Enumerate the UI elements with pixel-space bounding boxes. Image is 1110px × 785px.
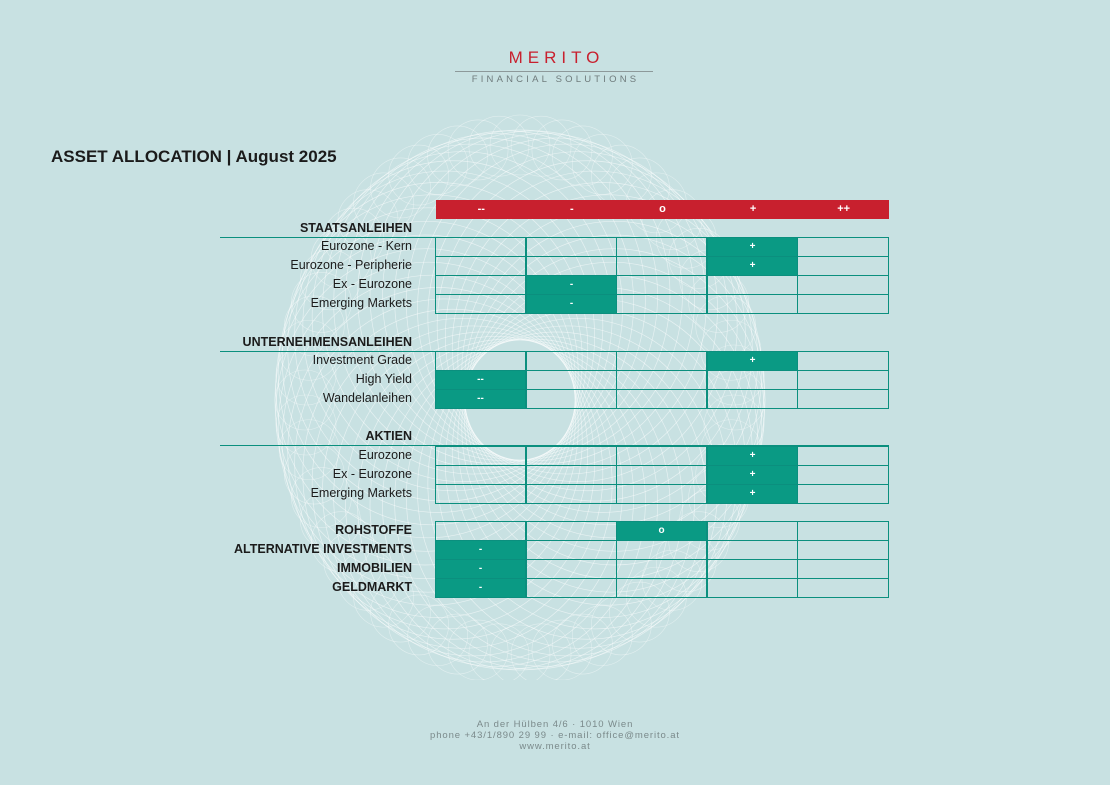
empty-cell — [435, 446, 526, 466]
rating-cell: -- — [435, 370, 526, 390]
rating-cell: + — [707, 465, 798, 485]
empty-cell — [797, 540, 889, 560]
row-label: Ex - Eurozone — [332, 277, 412, 291]
scale-strong-overweight: ++ — [837, 203, 851, 215]
table-row — [220, 540, 889, 559]
rating-cell: - — [526, 294, 617, 314]
empty-cell — [526, 540, 617, 560]
empty-cell — [526, 446, 617, 466]
section-header-staatsanleihen — [220, 218, 889, 238]
table-row — [220, 559, 889, 578]
section-title: STAATSANLEIHEN — [299, 221, 412, 235]
empty-cell — [797, 294, 889, 314]
empty-cell — [707, 540, 798, 560]
table-row — [220, 275, 889, 294]
empty-cell — [616, 275, 707, 295]
empty-cell — [616, 294, 707, 314]
rating-cell: - — [526, 275, 617, 295]
table-row — [220, 465, 889, 484]
footer — [355, 719, 755, 752]
rating-cell: - — [435, 559, 526, 579]
footer-web: www.merito.at — [519, 741, 591, 752]
rating-scale-header — [436, 200, 889, 219]
empty-cell — [435, 237, 526, 257]
empty-cell — [616, 484, 707, 504]
empty-cell — [707, 559, 798, 579]
rating-cell: o — [616, 521, 707, 541]
section-header-unternehmensanleihen — [220, 332, 889, 352]
empty-cell — [616, 256, 707, 276]
brand-divider — [455, 71, 653, 72]
section-header-aktien — [220, 426, 889, 446]
empty-cell — [526, 521, 617, 541]
empty-cell — [526, 559, 617, 579]
rating-cell: - — [435, 540, 526, 560]
section-title: AKTIEN — [365, 429, 412, 443]
table-row — [220, 446, 889, 465]
empty-cell — [616, 370, 707, 390]
empty-cell — [616, 446, 707, 466]
empty-cell — [797, 559, 889, 579]
row-label: Emerging Markets — [310, 296, 412, 310]
empty-cell — [797, 484, 889, 504]
row-label: Eurozone — [358, 448, 412, 462]
row-label: ROHSTOFFE — [335, 523, 412, 537]
empty-cell — [797, 446, 889, 466]
empty-cell — [435, 484, 526, 504]
empty-cell — [435, 521, 526, 541]
empty-cell — [707, 389, 798, 409]
table-row — [220, 370, 889, 389]
empty-cell — [797, 237, 889, 257]
section-title: UNTERNEHMENSANLEIHEN — [242, 335, 412, 349]
empty-cell — [797, 351, 889, 371]
row-label: Wandelanleihen — [322, 391, 412, 405]
empty-cell — [616, 237, 707, 257]
row-label: Investment Grade — [312, 353, 412, 367]
rating-cell: + — [707, 256, 798, 276]
empty-cell — [707, 578, 798, 598]
table-row — [220, 256, 889, 275]
empty-cell — [797, 370, 889, 390]
empty-cell — [616, 389, 707, 409]
empty-cell — [526, 256, 617, 276]
empty-cell — [616, 540, 707, 560]
row-label: Ex - Eurozone — [332, 467, 412, 481]
empty-cell — [707, 370, 798, 390]
empty-cell — [435, 465, 526, 485]
table-row — [220, 578, 889, 597]
empty-cell — [797, 578, 889, 598]
empty-cell — [616, 578, 707, 598]
empty-cell — [797, 465, 889, 485]
empty-cell — [526, 578, 617, 598]
row-label: High Yield — [355, 372, 412, 386]
footer-contact: phone +43/1/890 29 99 · e-mail: office@merito.at — [430, 730, 680, 741]
table-row — [220, 294, 889, 313]
empty-cell — [435, 256, 526, 276]
footer-address: An der Hülben 4/6 · 1010 Wien — [476, 719, 634, 730]
empty-cell — [616, 465, 707, 485]
rating-cell: + — [707, 351, 798, 371]
empty-cell — [797, 275, 889, 295]
brand-name: MERITO — [508, 48, 605, 67]
empty-cell — [797, 521, 889, 541]
empty-cell — [616, 559, 707, 579]
scale-neutral: o — [659, 203, 666, 215]
empty-cell — [616, 351, 707, 371]
rating-cell: -- — [435, 389, 526, 409]
empty-cell — [707, 294, 798, 314]
row-label: Emerging Markets — [310, 486, 412, 500]
rating-cell: + — [707, 484, 798, 504]
page-title: ASSET ALLOCATION | August 2025 — [51, 147, 337, 166]
empty-cell — [526, 351, 617, 371]
brand-logo — [430, 48, 678, 85]
scale-underweight: - — [570, 203, 574, 215]
row-label: Eurozone - Peripherie — [290, 258, 412, 272]
empty-cell — [435, 351, 526, 371]
row-label: GELDMARKT — [332, 580, 412, 594]
empty-cell — [526, 465, 617, 485]
row-label: IMMOBILIEN — [337, 561, 412, 575]
brand-subtitle: FINANCIAL SOLUTIONS — [471, 74, 640, 85]
empty-cell — [707, 521, 798, 541]
table-row — [220, 484, 889, 503]
empty-cell — [797, 256, 889, 276]
rating-cell: + — [707, 446, 798, 466]
empty-cell — [526, 389, 617, 409]
empty-cell — [435, 294, 526, 314]
table-row — [220, 351, 889, 370]
row-label: ALTERNATIVE INVESTMENTS — [233, 542, 412, 556]
table-row — [220, 521, 889, 540]
empty-cell — [526, 370, 617, 390]
rating-cell: - — [435, 578, 526, 598]
empty-cell — [526, 237, 617, 257]
empty-cell — [435, 275, 526, 295]
empty-cell — [797, 389, 889, 409]
table-row — [220, 237, 889, 256]
row-label: Eurozone - Kern — [320, 239, 412, 253]
empty-cell — [707, 275, 798, 295]
table-row — [220, 389, 889, 408]
scale-overweight: + — [749, 203, 757, 215]
rating-cell: + — [707, 237, 798, 257]
scale-strong-underweight: -- — [477, 203, 485, 215]
empty-cell — [526, 484, 617, 504]
